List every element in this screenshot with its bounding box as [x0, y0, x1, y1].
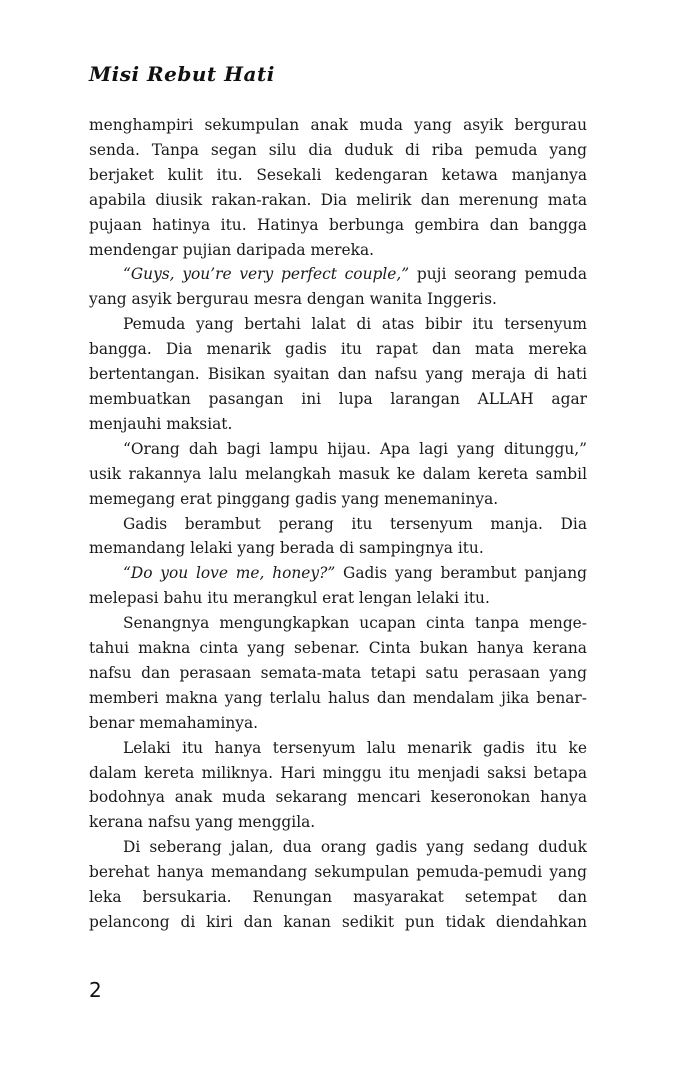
paragraph-text: “Orang dah bagi lampu hijau. Apa lagi yang ditunggu,” usik rakannya lalu melangkah masuk ke dalam kereta sambil memegang erat pinggang gadis yang menemaninya.: [89, 439, 587, 508]
paragraph: [89, 113, 587, 262]
page-number: 2: [89, 978, 102, 1002]
paragraph-text: Lelaki itu hanya tersenyum lalu menarik gadis itu ke dalam kereta miliknya. Hari minggu itu menjadi saksi betapa bodohnya anak muda sekarang mencari keseronokan hanya kerana nafsu yang menggila.: [89, 738, 587, 832]
running-header-title: Misi Rebut Hati: [89, 62, 275, 86]
paragraph: [89, 736, 587, 836]
paragraph-text: Pemuda yang bertahi lalat di atas bibir itu tersenyum bangga. Dia menarik gadis itu rapat dan mata mereka bertentangan. Bisikan syaitan dan nafsu yang meraja di hati membuatkan pasangan ini lupa larangan ALLAH agar menjauhi maksiat.: [89, 315, 587, 433]
paragraph-text: menghampiri sekumpulan anak muda yang asyik bergurau senda. Tanpa segan silu dia duduk di riba pemuda yang berjaket kulit itu. Sesekali kedengaran ketawa manjanya apabila diusik rakan-rakan. Dia melirik dan merenung mata pujaan hatinya itu. Hatinya berbunga gembira dan bangga mendengar pujian daripada mereka.: [89, 116, 587, 259]
paragraph: [89, 512, 587, 562]
paragraph-italic-dialogue: “Guys, you’re very perfect couple,”: [123, 265, 410, 284]
paragraph-text: Gadis berambut perang itu tersenyum manja. Dia memandang lelaki yang berada di sampingnya itu.: [89, 514, 587, 558]
paragraph: [89, 561, 587, 611]
paragraph-text: Di seberang jalan, dua orang gadis yang sedang duduk berehat hanya memandang sekumpulan pemuda-pemudi yang leka bersukaria. Renungan masyarakat setempat dan pelancong di kiri dan kanan sedikit pun tidak diendahkan: [89, 838, 587, 931]
paragraph: [89, 611, 587, 736]
body-text: [89, 113, 587, 935]
paragraph-text: puji seorang pemuda yang asyik bergurau mesra dengan wanita Inggeris.: [89, 265, 587, 309]
paragraph-text: Senangnya mengungkapkan ucapan cinta tanpa mengetahui makna cinta yang sebenar. Cinta bukan hanya kerana nafsu dan perasaan semata-mata tetapi satu perasaan yang memberi makna yang terlalu halus dan mendalam jika benar-benar memahaminya.: [89, 614, 587, 732]
paragraph: [89, 835, 587, 935]
paragraph: [89, 437, 587, 512]
paragraph: [89, 262, 587, 312]
paragraph: [89, 312, 587, 437]
paragraph-italic-dialogue: “Do you love me, honey?”: [123, 564, 336, 583]
paragraph-text: Gadis yang berambut panjang melepasi bahu itu merangkul erat lengan lelaki itu.: [89, 564, 587, 608]
